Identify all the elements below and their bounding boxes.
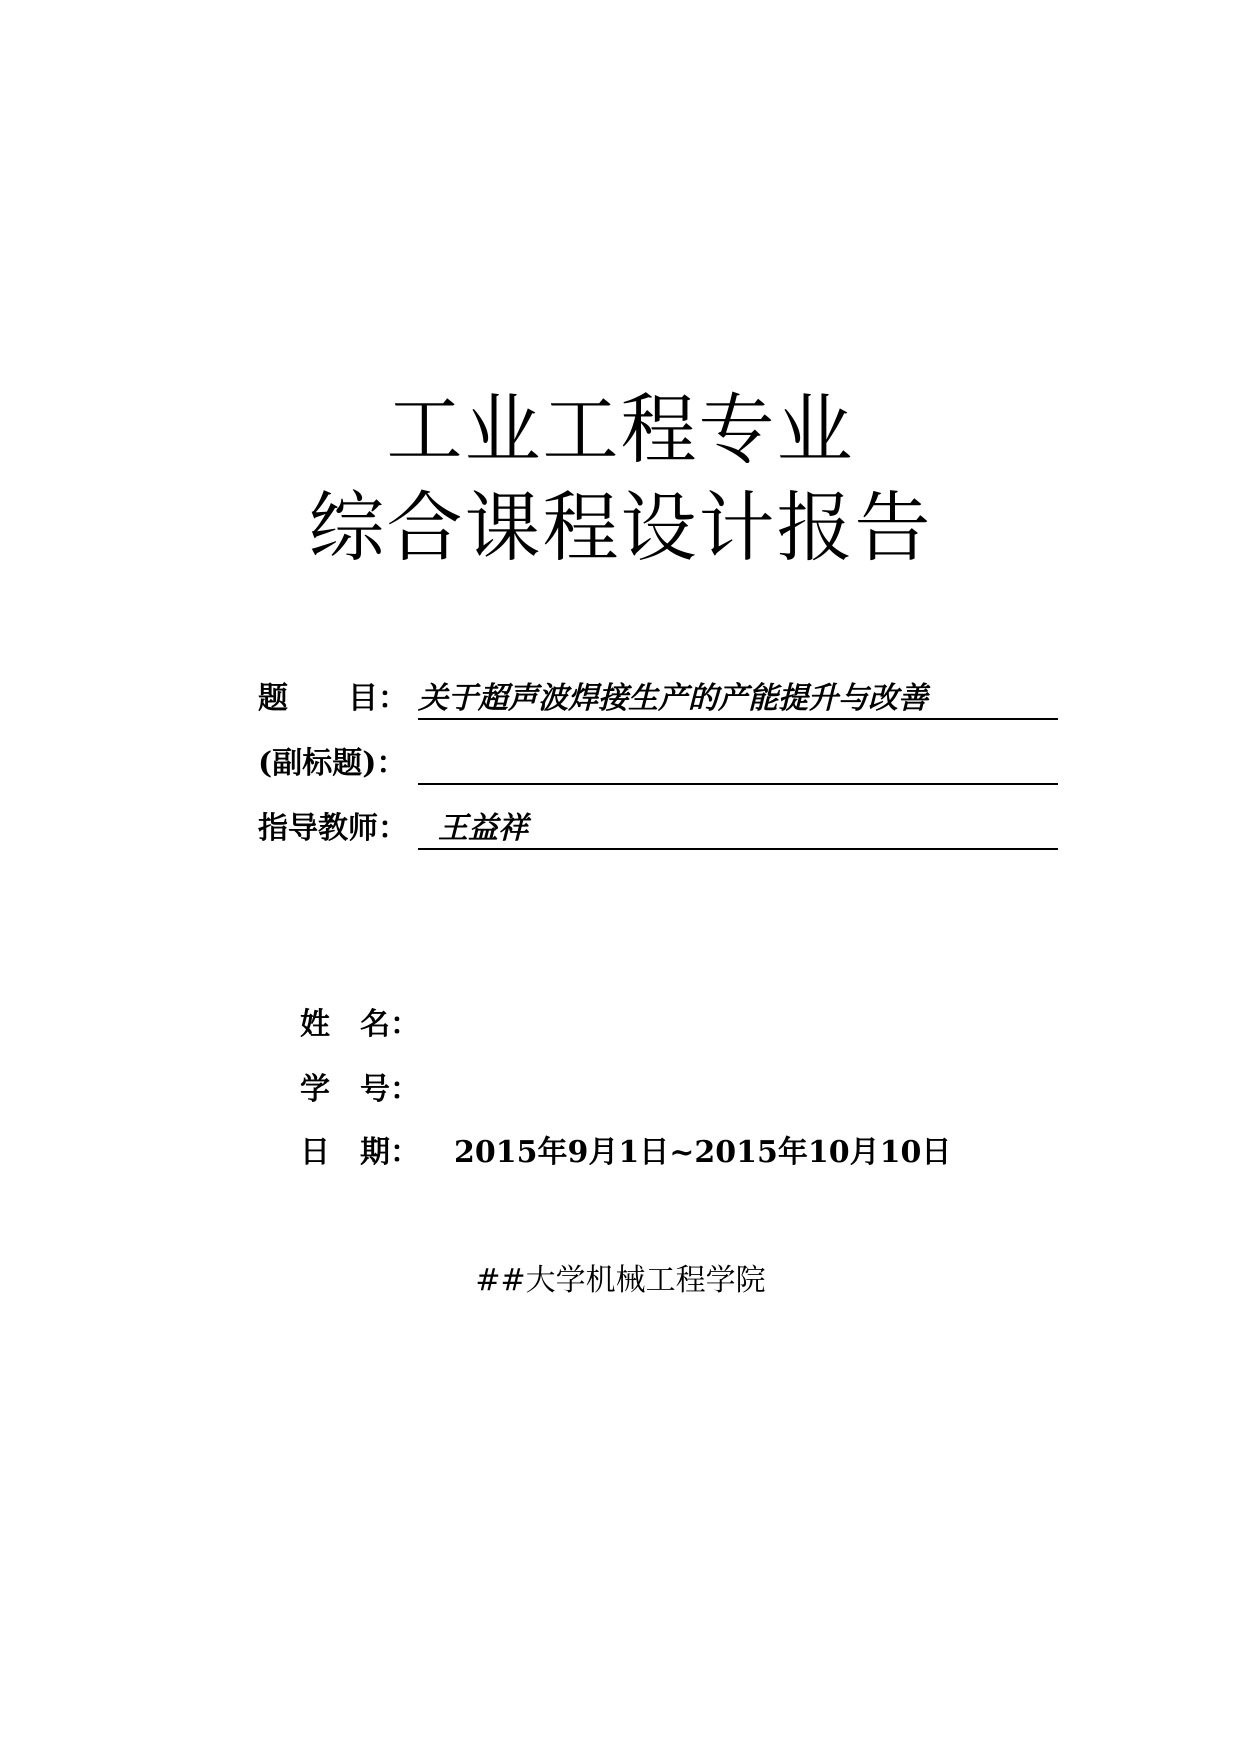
date-value: 2015年9月1日~2015年10月10日 xyxy=(454,1135,952,1170)
student-id-label: 学 号： xyxy=(300,1072,420,1107)
title-field-row xyxy=(258,676,1058,720)
advisor-field-row xyxy=(258,806,1058,850)
date-label: 日 期： xyxy=(300,1135,420,1170)
institution-name: ##大学机械工程学院 xyxy=(475,1263,766,1298)
title-value-line xyxy=(418,678,1058,720)
student-name-row xyxy=(300,1007,454,1042)
title-label: 题 目： xyxy=(258,681,408,716)
title-value: 关于超声波焊接生产的产能提升与改善 xyxy=(418,681,928,716)
student-name-label: 姓 名： xyxy=(300,1007,420,1042)
report-title-line1: 工业工程专业 xyxy=(386,385,855,474)
subtitle-label: (副标题)： xyxy=(258,746,407,781)
advisor-label: 指导教师： xyxy=(258,811,408,846)
report-title-line2: 综合课程设计报告 xyxy=(308,483,933,572)
advisor-value-line xyxy=(418,808,1058,850)
subtitle-value-line xyxy=(418,743,1058,785)
student-id-row xyxy=(300,1072,454,1107)
subtitle-field-row xyxy=(258,741,1058,785)
date-row xyxy=(300,1135,952,1170)
advisor-value: 王益祥 xyxy=(438,811,528,846)
